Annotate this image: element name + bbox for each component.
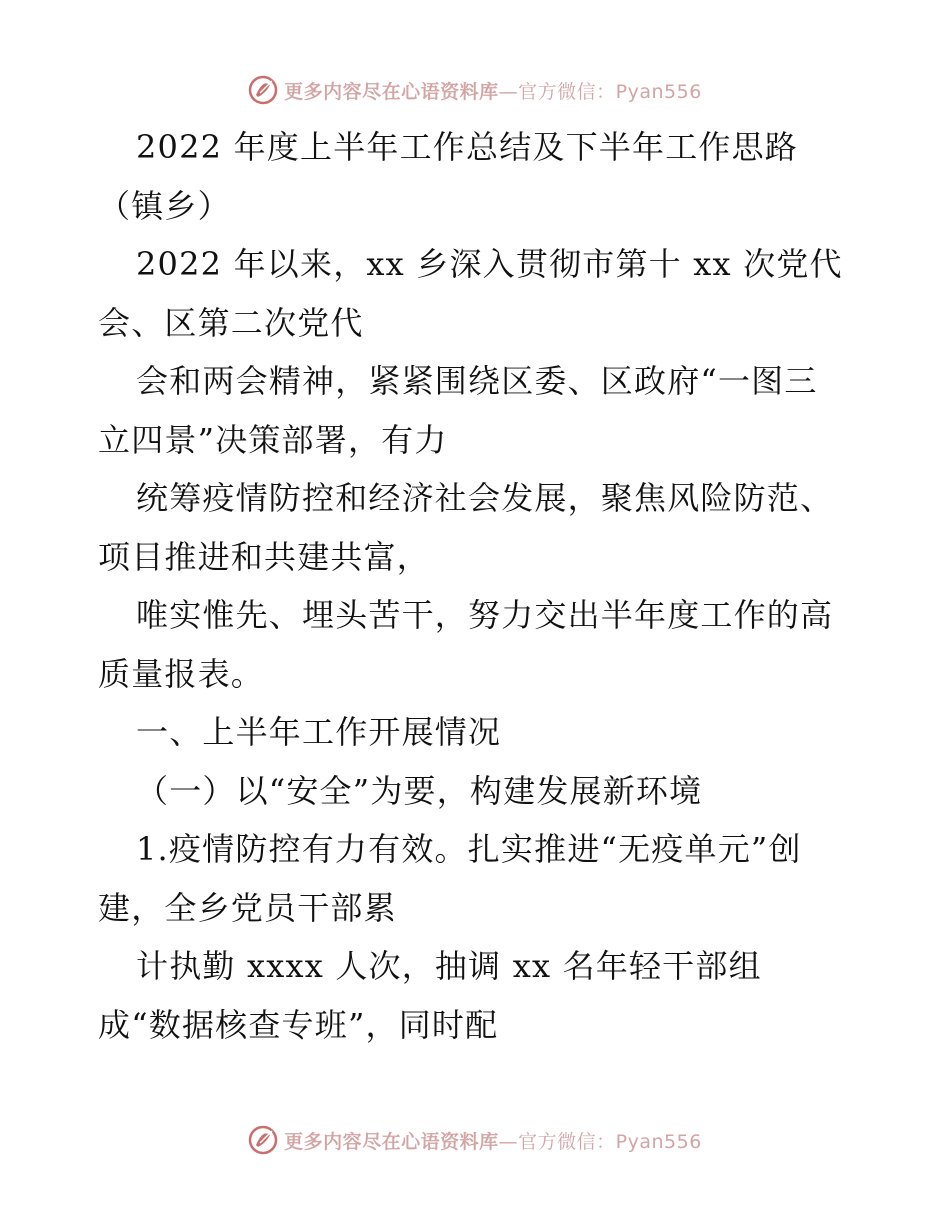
text-line: 计执勤 xxxx 人次，抽调 xx 名年轻干部组 — [136, 947, 762, 985]
text-line: 建，全乡党员干部累 — [98, 888, 397, 927]
text-line: 项目推进和共建共富， — [98, 537, 431, 576]
text-line: 一、上半年工作开展情况 — [136, 713, 502, 751]
watermark-text: 更多内容尽在心语资料库—官方微信：Pyan556 — [284, 80, 702, 103]
text-line: 成“数据核查专班”，同时配 — [98, 1005, 499, 1044]
watermark-footer — [0, 1120, 950, 1160]
text-line: 2022 年以来，xx 乡深入贯彻市第十 xx 次党代 — [136, 245, 843, 283]
text-line: 唯实惟先、埋头苦干，努力交出半年度工作的高 — [136, 596, 834, 634]
text-line: 2022 年度上半年工作总结及下半年工作思路 — [136, 128, 799, 166]
watermark-text: 更多内容尽在心语资料库—官方微信：Pyan556 — [284, 1130, 702, 1153]
text-line: （一）以“安全”为要，构建发展新环境 — [136, 771, 703, 810]
text-line: 会、区第二次党代 — [98, 303, 364, 342]
watermark-header — [0, 70, 950, 110]
text-line: （镇乡） — [98, 186, 231, 225]
text-line: 统筹疫情防控和经济社会发展，聚焦风险防范、 — [136, 479, 834, 517]
logo-icon — [248, 75, 278, 105]
document-body — [98, 118, 858, 1054]
logo-icon — [248, 1125, 278, 1155]
text-line: 质量报表。 — [98, 654, 265, 693]
text-line: 1.疫情防控有力有效。扎实推进“无疫单元”创 — [136, 830, 802, 868]
text-line: 立四景”决策部署，有力 — [98, 420, 448, 459]
text-line: 会和两会精神，紧紧围绕区委、区政府“一图三 — [136, 362, 818, 400]
